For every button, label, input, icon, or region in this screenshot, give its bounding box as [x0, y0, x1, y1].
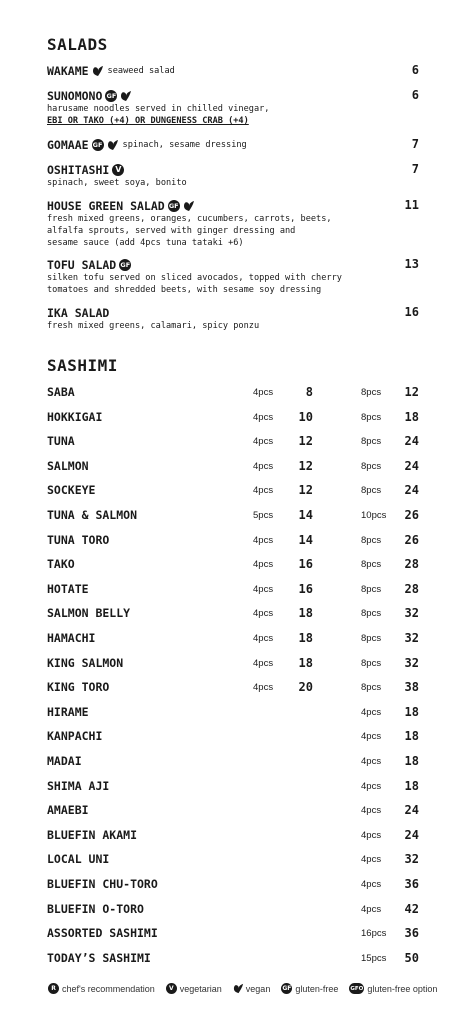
item-name: TUNA & SALMON [47, 508, 138, 522]
vegan-leaf-icon [107, 139, 119, 151]
small-portion-price: 20 [298, 680, 313, 695]
large-portion-qty: 10pcs [361, 510, 387, 521]
item-name: TUNA [47, 434, 75, 449]
sashimi-row [47, 508, 419, 524]
menu-item-wakame [47, 63, 419, 78]
portion-qty: 4pcs [361, 805, 382, 817]
item-name: LOCAL UNI [47, 852, 110, 867]
legend-gluten-free-option [349, 983, 437, 994]
legend-label: vegan [245, 983, 271, 994]
large-portion-price: 26 [404, 508, 419, 522]
sashimi-row [47, 803, 419, 819]
small-portion-qty: 4pcs [253, 633, 274, 644]
small-portion-price: 18 [298, 655, 313, 670]
sashimi-row [47, 385, 419, 401]
sashimi-row [47, 410, 419, 426]
sashimi-row [47, 926, 419, 942]
item-description-line2: alfalfa sprouts, served with ginger dressing and [47, 226, 296, 236]
vegan-leaf-icon [183, 200, 195, 212]
portion-price: 24 [404, 827, 419, 842]
item-name: WAKAME [47, 63, 89, 78]
menu-item-gomaae [47, 137, 419, 152]
item-description: spinach, sesame dressing [122, 139, 247, 150]
small-portion-price: 12 [298, 458, 313, 473]
sashimi-row [47, 582, 419, 598]
sashimi-row [47, 705, 419, 721]
vegan-leaf-icon [92, 65, 104, 77]
portion-price: 50 [404, 950, 419, 965]
large-portion-price: 26 [404, 532, 419, 547]
legend-label: gluten-free [295, 983, 339, 994]
item-name: SOCKEYE [47, 483, 96, 498]
legend-label: vegetarian [179, 983, 222, 994]
portion-qty: 4pcs [361, 756, 382, 767]
large-portion-price: 28 [404, 581, 419, 596]
item-name: ASSORTED SASHIMI [47, 926, 158, 941]
vegetarian-icon: V [112, 164, 124, 176]
item-name: TAKO [47, 557, 75, 572]
large-portion-price: 32 [404, 631, 419, 645]
item-name: AMAEBI [47, 803, 89, 818]
item-name: HIRAME [47, 704, 89, 719]
large-portion-qty: 8pcs [361, 411, 382, 423]
item-name: HOTATE [47, 581, 89, 596]
portion-qty: 4pcs [361, 731, 382, 743]
item-name: KING TORO [47, 680, 110, 695]
item-name: KANPACHI [47, 729, 103, 744]
legend-chefs-recommendation [48, 983, 155, 994]
menu-item-ika-salad [47, 305, 419, 332]
sashimi-row [47, 606, 419, 622]
item-name: GOMAAE [47, 137, 89, 152]
portion-qty: 4pcs [361, 879, 382, 890]
small-portion-qty: 4pcs [253, 387, 274, 398]
item-description: silken tofu served on sliced avocados, topped with cherry [47, 273, 342, 283]
item-description: spinach, sweet soya, bonito [47, 178, 187, 188]
portion-qty: 15pcs [361, 952, 387, 964]
small-portion-qty: 4pcs [253, 682, 274, 694]
sashimi-row [47, 852, 419, 868]
small-portion-price: 14 [298, 508, 313, 522]
portion-price: 18 [404, 729, 419, 744]
large-portion-qty: 8pcs [361, 633, 382, 644]
item-name: SHIMA AJI [47, 778, 110, 793]
small-portion-qty: 4pcs [253, 608, 274, 620]
small-portion-price: 8 [305, 385, 313, 399]
vegan-leaf-icon [233, 983, 244, 994]
menu-item-oshitashi [47, 162, 419, 189]
large-portion-qty: 8pcs [361, 559, 382, 571]
item-name: BLUEFIN AKAMI [47, 827, 138, 842]
item-name: KING SALMON [47, 655, 124, 670]
item-addon-options: EBI OR TAKO (+4) OR DUNGENESS CRAB (+4) [47, 116, 249, 126]
small-portion-price: 18 [298, 631, 313, 645]
sashimi-row [47, 557, 419, 573]
gluten-free-icon: GF [168, 201, 179, 210]
small-portion-price: 14 [298, 532, 313, 547]
portion-price: 18 [404, 778, 419, 793]
item-price: 7 [411, 137, 419, 151]
large-portion-qty: 8pcs [361, 485, 382, 497]
item-price: 6 [411, 88, 419, 102]
portion-price: 24 [404, 803, 419, 818]
sashimi-heading: SASHIMI [47, 356, 118, 375]
small-portion-price: 10 [298, 409, 313, 424]
portion-price: 36 [404, 877, 419, 891]
portion-price: 18 [404, 754, 419, 768]
large-portion-price: 24 [404, 458, 419, 473]
small-portion-qty: 4pcs [253, 657, 274, 669]
sashimi-row [47, 779, 419, 795]
large-portion-price: 28 [404, 557, 419, 572]
item-name: HOUSE GREEN SALAD [47, 198, 165, 213]
small-portion-qty: 4pcs [253, 411, 274, 423]
large-portion-qty: 8pcs [361, 460, 382, 472]
small-portion-qty: 4pcs [253, 583, 274, 595]
item-name: HAMACHI [47, 631, 96, 645]
legend-label: chef's recommendation [62, 983, 155, 994]
item-description-line3: sesame sauce (add 4pcs tuna tataki +6) [47, 238, 244, 248]
item-name: OSHITASHI [47, 162, 110, 177]
item-price: 16 [404, 305, 419, 319]
legend-vegetarian [166, 983, 222, 994]
sashimi-row [47, 828, 419, 844]
gluten-free-icon: GF [120, 260, 131, 269]
sashimi-row [47, 754, 419, 770]
small-portion-qty: 4pcs [253, 436, 274, 448]
menu-item-tofu-salad [47, 257, 419, 296]
small-portion-qty: 4pcs [253, 460, 274, 472]
large-portion-price: 32 [404, 606, 419, 621]
sashimi-row [47, 729, 419, 745]
chefs-recommendation-icon: R [48, 983, 59, 994]
item-name: BLUEFIN CHU-TORO [47, 877, 158, 891]
sashimi-row [47, 951, 419, 967]
salads-heading: SALADS [47, 35, 108, 54]
item-name: IKA SALAD [47, 305, 110, 320]
portion-price: 18 [404, 704, 419, 719]
gluten-free-icon: GF [92, 140, 103, 149]
large-portion-price: 24 [404, 483, 419, 498]
dietary-legend [48, 983, 448, 994]
legend-label: gluten-free option [367, 983, 438, 994]
item-name: MADAI [47, 754, 82, 768]
portion-qty: 4pcs [361, 903, 382, 915]
item-description: seaweed salad [107, 65, 175, 76]
small-portion-qty: 4pcs [253, 534, 274, 546]
gluten-free-icon: GF [282, 985, 292, 992]
menu-item-house-green-salad [47, 198, 419, 249]
small-portion-qty: 5pcs [253, 510, 274, 521]
sashimi-row [47, 877, 419, 893]
item-name: TUNA TORO [47, 532, 110, 547]
item-price: 7 [411, 162, 419, 176]
item-price: 13 [404, 257, 419, 271]
small-portion-price: 16 [298, 581, 313, 596]
item-name: TOFU SALAD [47, 257, 117, 272]
sashimi-row [47, 483, 419, 499]
small-portion-price: 12 [298, 483, 313, 498]
portion-qty: 4pcs [361, 706, 382, 718]
portion-qty: 4pcs [361, 854, 382, 866]
item-name: SALMON BELLY [47, 606, 131, 621]
item-name: BLUEFIN O-TORO [47, 901, 144, 916]
item-description: fresh mixed greens, oranges, cucumbers, carrots, beets, [47, 214, 332, 224]
sashimi-row [47, 533, 419, 549]
large-portion-price: 24 [404, 434, 419, 449]
item-price: 6 [411, 63, 419, 77]
small-portion-price: 18 [298, 606, 313, 621]
item-name: TODAY’S SASHIMI [47, 950, 151, 965]
sashimi-row [47, 902, 419, 918]
item-name: HOKKIGAI [47, 409, 103, 424]
gluten-free-option-icon: GFO [349, 983, 364, 994]
large-portion-qty: 8pcs [361, 387, 382, 398]
menu-item-sunomono [47, 88, 419, 127]
item-name: SUNOMONO [47, 88, 103, 103]
large-portion-qty: 8pcs [361, 534, 382, 546]
vegetarian-icon: V [166, 983, 177, 994]
item-price: 11 [404, 198, 419, 212]
item-description: harusame noodles served in chilled vinegar, [47, 104, 270, 114]
legend-gluten-free [281, 983, 338, 994]
portion-qty: 4pcs [361, 829, 382, 841]
vegan-leaf-icon [120, 90, 132, 102]
large-portion-qty: 8pcs [361, 583, 382, 595]
portion-price: 42 [404, 901, 419, 916]
small-portion-qty: 4pcs [253, 559, 274, 571]
large-portion-price: 32 [404, 655, 419, 670]
item-name: SABA [47, 385, 75, 399]
portion-price: 36 [404, 926, 419, 941]
sashimi-row [47, 631, 419, 647]
item-description-line2: tomatoes and shredded beets, with sesame soy dressing [47, 285, 322, 295]
large-portion-qty: 8pcs [361, 657, 382, 669]
sashimi-row [47, 434, 419, 450]
sashimi-row [47, 459, 419, 475]
portion-qty: 4pcs [361, 780, 382, 792]
large-portion-price: 38 [404, 680, 419, 695]
small-portion-price: 16 [298, 557, 313, 572]
portion-qty: 16pcs [361, 928, 387, 940]
item-description: fresh mixed greens, calamari, spicy ponzu [47, 321, 260, 331]
large-portion-price: 12 [404, 385, 419, 399]
large-portion-qty: 8pcs [361, 608, 382, 620]
gluten-free-icon: GF [106, 91, 117, 100]
sashimi-row [47, 680, 419, 696]
large-portion-price: 18 [404, 409, 419, 424]
large-portion-qty: 8pcs [361, 682, 382, 694]
small-portion-price: 12 [298, 434, 313, 449]
legend-vegan [233, 983, 271, 994]
sashimi-row [47, 656, 419, 672]
portion-price: 32 [404, 852, 419, 867]
small-portion-qty: 4pcs [253, 485, 274, 497]
item-name: SALMON [47, 458, 89, 473]
large-portion-qty: 8pcs [361, 436, 382, 448]
